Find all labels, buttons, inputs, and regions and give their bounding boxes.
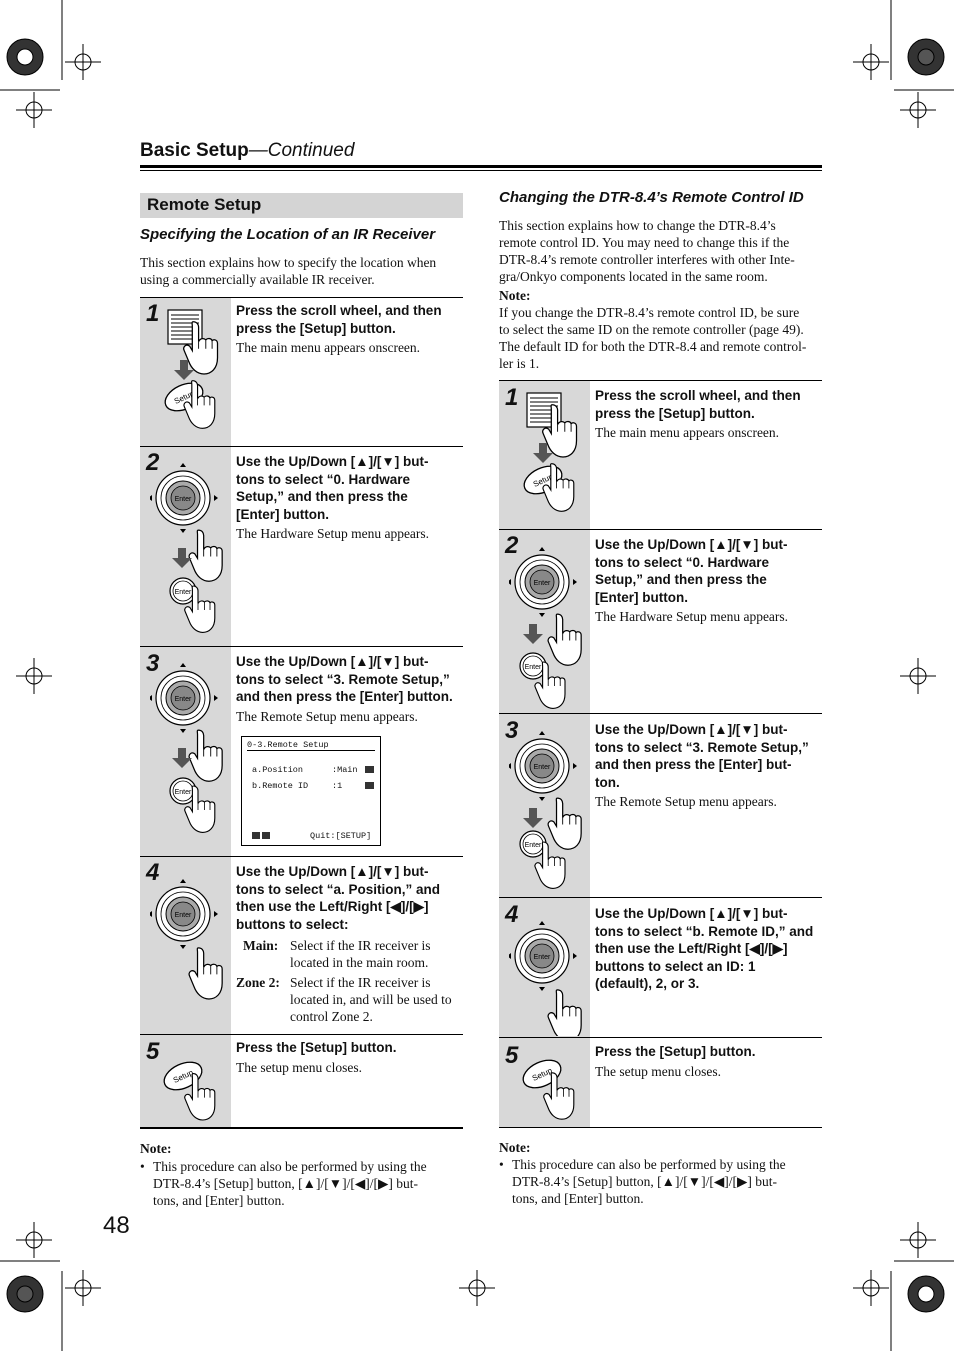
- step-2-body: The Hardware Setup menu appears.: [236, 526, 430, 541]
- osd-title: 0-3.Remote Setup: [247, 740, 329, 750]
- enter-label: Enter: [533, 580, 551, 587]
- step-2-title: Use the Up/Down [▲]/[▼] but- tons to select “0. Hardware Setup,” and then press the [Enter] button.: [236, 454, 429, 522]
- right-subheading: Changing the DTR-8.4’s Remote Control ID: [499, 189, 804, 206]
- step-number: 4: [146, 859, 160, 886]
- left-note-label: Note:: [140, 1141, 172, 1156]
- step-1-title: Press the scroll wheel, and then press the [Setup] button.: [236, 303, 442, 336]
- osd-row2-value: :1: [332, 781, 343, 791]
- r-step-1-body: The main menu appears onscreen.: [595, 425, 780, 440]
- step-number: 4: [505, 901, 519, 928]
- step-number: 1: [505, 384, 519, 411]
- left-intro: This section explains how to specify the location when using a commercially available IR receiver.: [140, 255, 437, 287]
- right-note1: If you change the DTR-8.4’s remote control ID, be sure to select the same ID on the remote controller (page 49). The default ID for both the DTR-8.4 and remote control- ler is 1.: [499, 305, 807, 371]
- step-5-title: Press the [Setup] button.: [236, 1040, 397, 1055]
- r-step-5-body: The setup menu closes.: [595, 1064, 721, 1079]
- left-subheading: Specifying the Location of an IR Receiver: [140, 226, 436, 243]
- right-note2-label: Note:: [499, 1140, 531, 1155]
- page-number: 48: [103, 1212, 130, 1239]
- enter-label: Enter: [174, 696, 192, 703]
- def-term-main: Main:: [243, 938, 279, 953]
- enter-label: Enter: [533, 954, 551, 961]
- r-step-2-title: Use the Up/Down [▲]/[▼] but- tons to select “0. Hardware Setup,” and then press the [Enter] button.: [595, 537, 788, 605]
- step-5-body: The setup menu closes.: [236, 1060, 362, 1075]
- enter-label: Enter: [524, 842, 542, 849]
- bullet: •: [499, 1157, 504, 1172]
- step-number: 2: [146, 449, 160, 476]
- bullet: •: [140, 1159, 145, 1174]
- r-step-5-title: Press the [Setup] button.: [595, 1044, 756, 1059]
- osd-quit-label: Quit:[SETUP]: [310, 831, 372, 841]
- r-step-4-title: Use the Up/Down [▲]/[▼] but- tons to select “b. Remote ID,” and then use the Left/Right [◀]/[▶] buttons to select an ID: 1 (default), 2, or 3.: [595, 906, 814, 991]
- step-number: 5: [146, 1038, 160, 1065]
- section-title: Remote Setup: [147, 195, 262, 214]
- step-3-title: Use the Up/Down [▲]/[▼] but- tons to select “3. Remote Setup,” and then press the [Enter] button.: [236, 654, 453, 704]
- r-step-3-body: The Remote Setup menu appears.: [595, 794, 777, 809]
- osd-row1-value: :Main: [332, 765, 358, 775]
- enter-label: Enter: [174, 912, 192, 919]
- right-note1-label: Note:: [499, 288, 531, 303]
- enter-label: Enter: [524, 664, 542, 671]
- step-number: 2: [505, 532, 519, 559]
- step-3-body: The Remote Setup menu appears.: [236, 709, 418, 724]
- r-step-2-body: The Hardware Setup menu appears.: [595, 609, 789, 624]
- step-1-body: The main menu appears onscreen.: [236, 340, 421, 355]
- r-step-1-title: Press the scroll wheel, and then press the [Setup] button.: [595, 388, 801, 421]
- osd-row2-label: b.Remote ID: [252, 781, 309, 791]
- step-number: 3: [146, 650, 160, 677]
- step-number: 3: [505, 717, 519, 744]
- header-continued: —Continued: [248, 140, 355, 161]
- header-title: Basic Setup: [140, 140, 249, 161]
- def-term-zone2: Zone 2:: [236, 975, 280, 990]
- step-number: 1: [146, 300, 160, 327]
- enter-label: Enter: [174, 589, 192, 596]
- right-intro: This section explains how to change the DTR-8.4’s remote control ID. You may need to change this if the DTR-8.4’s remote controller interferes with other Inte- gra/Onkyo components located in the same room.: [499, 218, 795, 284]
- left-note: • This procedure can also be performed by using the DTR-8.4’s [Setup] button, [▲]/[▼]/[◀]/[▶] but- tons, and [Enter] button.: [140, 1159, 427, 1208]
- step-4-title: Use the Up/Down [▲]/[▼] but- tons to select “a. Position,” and then use the Left/Right [◀]/[▶] buttons to select:: [236, 864, 441, 932]
- step-number: 5: [505, 1042, 519, 1069]
- step-4-defs: Main: Select if the IR receiver is located in the main room. Zone 2: Select if the IR receiver is located in, and will be used to control Zone 2.: [236, 938, 452, 1024]
- enter-label: Enter: [533, 764, 551, 771]
- enter-label: Enter: [174, 496, 192, 503]
- osd-row1-label: a.Position: [252, 765, 304, 775]
- right-note2: • This procedure can also be performed by using the DTR-8.4’s [Setup] button, [▲]/[▼]/[◀]/[▶] but- tons, and [Enter] button.: [499, 1157, 786, 1206]
- enter-label: Enter: [174, 789, 192, 796]
- r-step-3-title: Use the Up/Down [▲]/[▼] but- tons to select “3. Remote Setup,” and then press the [Enter] but- ton.: [595, 722, 809, 790]
